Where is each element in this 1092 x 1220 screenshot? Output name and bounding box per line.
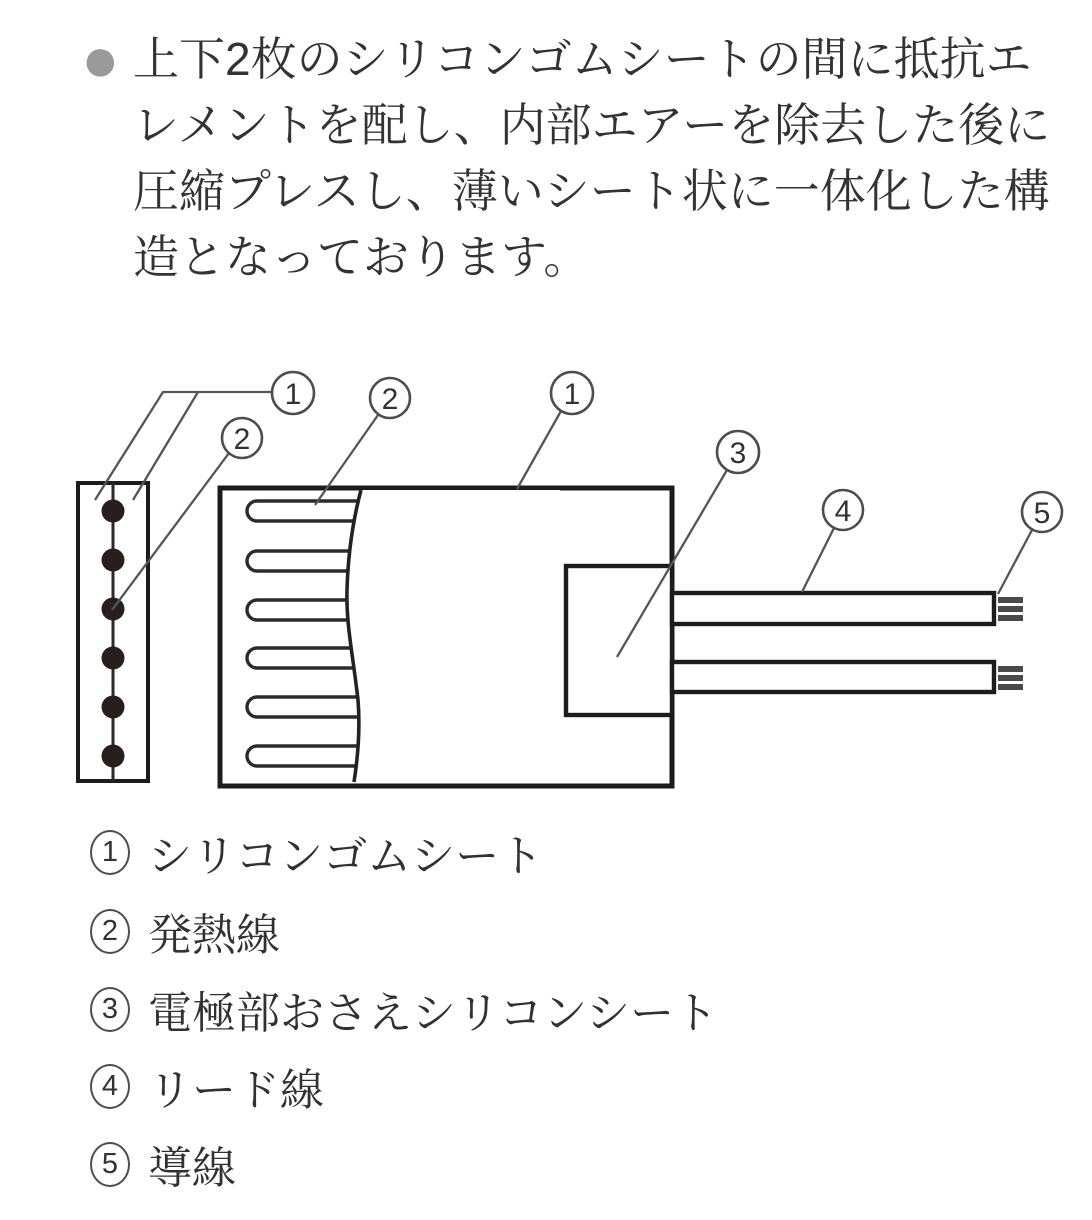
legend-number-2: 2 [90, 909, 130, 954]
legend-item-lead-wire [90, 1062, 324, 1115]
intro-paragraph [133, 26, 1073, 290]
svg-text:4: 4 [834, 495, 852, 528]
svg-text:2: 2 [381, 383, 399, 416]
heater-construction-diagram [0, 368, 1092, 820]
sheet-cover-mask [347, 490, 560, 782]
callout-2-left [222, 418, 262, 458]
callout-1-main [551, 372, 593, 414]
conductor-strands-top [998, 597, 1023, 621]
legend-number-4: 4 [90, 1064, 130, 1109]
cross-section-view [78, 483, 148, 781]
legend-label-1: シリコンゴムシート [148, 832, 544, 881]
intro-line-3: 圧縮プレスし、薄いシート状に一体化した構 [133, 165, 1050, 217]
legend-label-3: 電極部おさえシリコンシート [148, 989, 719, 1038]
intro-line-2: レメントを配し、内部エアーを除去した後に [133, 99, 1051, 151]
legend-label-2: 発熱線 [148, 911, 280, 960]
bullet-icon: ● [81, 23, 120, 95]
svg-text:1: 1 [563, 378, 581, 411]
legend-number-1: 1 [90, 830, 130, 875]
svg-text:2: 2 [233, 423, 251, 456]
lead-wire-bottom [672, 662, 994, 692]
heater-sheet-view [220, 488, 672, 786]
intro-line-1: 上下2枚のシリコンゴムシートの間に抵抗エ [133, 33, 1032, 85]
legend-item-silicone-sheet [90, 828, 544, 881]
callout-5 [1022, 492, 1062, 532]
legend-number-3: 3 [90, 987, 130, 1032]
legend-label-4: リード線 [148, 1066, 324, 1115]
legend-item-heating-wire [90, 907, 280, 960]
svg-text:1: 1 [284, 378, 302, 411]
conductor-strands-bottom [998, 666, 1023, 690]
lead-wire-top [672, 593, 994, 624]
legend-item-electrode-sheet [90, 985, 719, 1038]
legend-label-5: 導線 [148, 1144, 236, 1193]
legend-item-conductor [90, 1140, 236, 1193]
intro-line-4: 造となっております。 [133, 231, 590, 283]
lead-wires [672, 593, 1023, 692]
legend-number-5: 5 [90, 1142, 130, 1187]
svg-text:3: 3 [729, 437, 747, 470]
callout-3 [717, 431, 759, 473]
callout-4 [823, 490, 863, 530]
callout-2-main [370, 378, 410, 418]
callout-1-left [272, 372, 314, 414]
svg-text:5: 5 [1033, 497, 1051, 530]
